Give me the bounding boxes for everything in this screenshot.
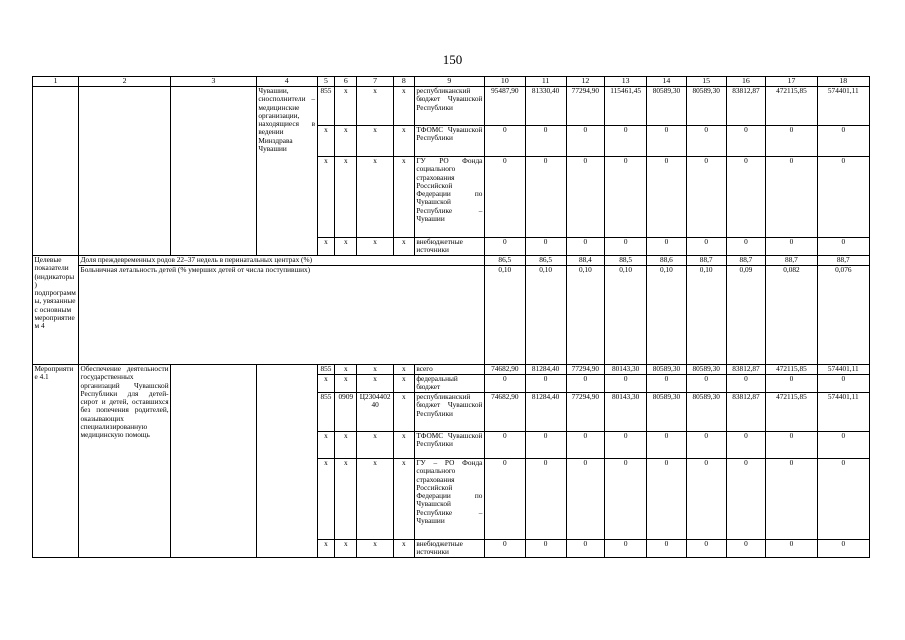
value-cell: 472115,85	[766, 365, 817, 375]
value-cell: 74682,90	[484, 393, 525, 432]
value-cell: 0	[817, 459, 869, 540]
value-cell: 0	[686, 540, 726, 558]
value-cell: 0	[484, 157, 525, 238]
value-cell: 0	[566, 126, 605, 157]
code-cell-c7: x	[357, 157, 394, 238]
code-cell-c8: x	[393, 432, 414, 459]
value-cell: 0	[647, 375, 687, 393]
code-cell-c6: x	[335, 365, 357, 375]
header-cell: 12	[566, 77, 605, 87]
value-cell: 0	[726, 157, 766, 238]
funding-source: ГУ РО Фонда социального страхования Российской Федерации по Чувашской Республике – Чувашии	[414, 157, 484, 238]
value-cell: 0	[647, 126, 687, 157]
value-cell: 81330,40	[525, 87, 566, 126]
indicator-value: 0,09	[726, 266, 766, 365]
code-cell-c8: x	[393, 238, 414, 256]
header-cell: 1	[33, 77, 79, 87]
code-cell-c5: 855	[317, 393, 335, 432]
indicator-value: 0,076	[817, 266, 869, 365]
value-cell: 0	[525, 238, 566, 256]
header-cell: 18	[817, 77, 869, 87]
value-cell: 0	[766, 238, 817, 256]
value-cell: 81284,40	[525, 393, 566, 432]
indicator-value: 0,082	[766, 266, 817, 365]
code-cell-c5: x	[317, 157, 335, 238]
value-cell: 80589,30	[647, 87, 687, 126]
value-cell: 0	[525, 375, 566, 393]
value-cell: 81284,40	[525, 365, 566, 375]
indicator-value: 86,5	[525, 256, 566, 266]
indicator-value: 88,7	[817, 256, 869, 266]
code-cell-c7: x	[357, 126, 394, 157]
header-cell: 5	[317, 77, 335, 87]
header-cell: 13	[605, 77, 647, 87]
value-cell: 0	[726, 432, 766, 459]
header-cell: 7	[357, 77, 394, 87]
value-cell: 0	[525, 126, 566, 157]
indicator-value: 88,7	[726, 256, 766, 266]
value-cell: 0	[484, 126, 525, 157]
code-cell-c8: x	[393, 157, 414, 238]
empty-cell	[171, 365, 257, 558]
header-cell: 15	[686, 77, 726, 87]
value-cell: 83812,87	[726, 393, 766, 432]
code-cell-c6: 0909	[335, 393, 357, 432]
header-cell: 10	[484, 77, 525, 87]
code-cell-c5: 855	[317, 87, 335, 126]
code-cell-c7: x	[357, 540, 394, 558]
funding-row	[33, 365, 870, 375]
empty-cell	[79, 87, 171, 256]
indicator-value: 88,5	[605, 256, 647, 266]
value-cell: 80589,30	[647, 365, 687, 375]
code-cell-c7: x	[357, 432, 394, 459]
value-cell: 77294,90	[566, 365, 605, 375]
value-cell: 0	[726, 375, 766, 393]
value-cell: 0	[484, 432, 525, 459]
value-cell: 0	[484, 238, 525, 256]
empty-cell	[256, 365, 317, 558]
indicator-value: 0,10	[605, 266, 647, 365]
indicator-text: Доля преждевременных родов 22–37 недель в перинатальных центрах (%)	[79, 256, 485, 266]
value-cell: 0	[686, 375, 726, 393]
code-cell-c7: Ц230440240	[357, 393, 394, 432]
value-cell: 0	[647, 459, 687, 540]
code-cell-c6: x	[335, 432, 357, 459]
indicator-text: Больничная летальность детей (% умерших детей от числа поступивших)	[79, 266, 485, 365]
value-cell: 0	[766, 375, 817, 393]
indicator-value: 88,7	[766, 256, 817, 266]
header-cell: 4	[256, 77, 317, 87]
code-cell-c8: x	[393, 375, 414, 393]
funding-source: ГУ – РО Фонда социального страхования Российской Федерации по Чувашской Республике – Чувашии	[414, 459, 484, 540]
value-cell: 0	[817, 126, 869, 157]
header-cell: 16	[726, 77, 766, 87]
value-cell: 0	[686, 157, 726, 238]
value-cell: 0	[686, 459, 726, 540]
executor-cell: Чувашии, сносполнители – медицинские организации, находящиеся в ведении Минздрава Чувашии	[256, 87, 317, 256]
code-cell-c7: x	[357, 459, 394, 540]
funding-source: внебюджетные источники	[414, 540, 484, 558]
funding-source: всего	[414, 365, 484, 375]
value-cell: 574401,11	[817, 393, 869, 432]
code-cell-c5: x	[317, 126, 335, 157]
header-cell: 17	[766, 77, 817, 87]
value-cell: 0	[566, 238, 605, 256]
code-cell-c8: x	[393, 459, 414, 540]
code-cell-c5: x	[317, 432, 335, 459]
funding-source: республиканский бюджет Чувашской Республики	[414, 393, 484, 432]
value-cell: 0	[566, 157, 605, 238]
value-cell: 0	[605, 540, 647, 558]
value-cell: 83812,87	[726, 87, 766, 126]
target-row	[33, 266, 870, 365]
value-cell: 0	[605, 459, 647, 540]
value-cell: 0	[605, 157, 647, 238]
value-cell: 0	[647, 432, 687, 459]
value-cell: 0	[817, 157, 869, 238]
code-cell-c6: x	[335, 540, 357, 558]
funding-source: внебюджетные источники	[414, 238, 484, 256]
code-cell-c6: x	[335, 126, 357, 157]
funding-source: республиканский бюджет Чувашской Республики	[414, 87, 484, 126]
value-cell: 0	[525, 459, 566, 540]
value-cell: 0	[766, 459, 817, 540]
indicator-value: 88,6	[647, 256, 687, 266]
value-cell: 0	[525, 540, 566, 558]
value-cell: 0	[766, 432, 817, 459]
value-cell: 95487,90	[484, 87, 525, 126]
value-cell: 0	[605, 432, 647, 459]
code-cell-c6: x	[335, 238, 357, 256]
value-cell: 0	[647, 238, 687, 256]
indicator-value: 0,10	[566, 266, 605, 365]
value-cell: 0	[484, 375, 525, 393]
value-cell: 80143,30	[605, 393, 647, 432]
value-cell: 0	[566, 459, 605, 540]
code-cell-c6: x	[335, 87, 357, 126]
indicator-value: 0,10	[647, 266, 687, 365]
code-cell-c7: x	[357, 375, 394, 393]
code-cell-c7: x	[357, 87, 394, 126]
code-cell-c8: x	[393, 126, 414, 157]
value-cell: 0	[817, 432, 869, 459]
indicator-value: 88,7	[686, 256, 726, 266]
value-cell: 80143,30	[605, 365, 647, 375]
code-cell-c8: x	[393, 365, 414, 375]
value-cell: 0	[484, 540, 525, 558]
header-row	[33, 77, 870, 87]
table-body	[33, 77, 870, 558]
indicator-value: 0,10	[484, 266, 525, 365]
value-cell: 0	[766, 126, 817, 157]
value-cell: 0	[566, 540, 605, 558]
empty-cell	[33, 87, 79, 256]
value-cell: 0	[647, 157, 687, 238]
funding-source: ТФОМС Чувашской Республики	[414, 126, 484, 157]
value-cell: 83812,87	[726, 365, 766, 375]
value-cell: 574401,11	[817, 365, 869, 375]
value-cell: 0	[726, 126, 766, 157]
value-cell: 0	[726, 459, 766, 540]
value-cell: 0	[605, 375, 647, 393]
value-cell: 0	[566, 432, 605, 459]
value-cell: 80589,30	[686, 87, 726, 126]
targets-label: Целевые показатели (индикаторы) подпрограммы, увязанные с основным мероприятием 4	[33, 256, 79, 365]
value-cell: 0	[726, 238, 766, 256]
value-cell: 80589,30	[647, 393, 687, 432]
measure-title: Обеспечение деятельности государственных организаций Чувашской Республики для детей-сирот и детей, оставшихся без попечения родителей, оказывающих специализированную медицинскую помощь	[79, 365, 171, 558]
code-cell-c5: x	[317, 375, 335, 393]
value-cell: 472115,85	[766, 87, 817, 126]
code-cell-c6: x	[335, 459, 357, 540]
value-cell: 0	[686, 126, 726, 157]
indicator-value: 86,5	[484, 256, 525, 266]
code-cell-c7: x	[357, 365, 394, 375]
target-row	[33, 256, 870, 266]
code-cell-c8: x	[393, 540, 414, 558]
value-cell: 0	[525, 157, 566, 238]
indicator-value: 88,4	[566, 256, 605, 266]
code-cell-c5: x	[317, 540, 335, 558]
value-cell: 80589,30	[686, 365, 726, 375]
value-cell: 77294,90	[566, 87, 605, 126]
code-cell-c5: x	[317, 459, 335, 540]
value-cell: 472115,85	[766, 393, 817, 432]
value-cell: 0	[726, 540, 766, 558]
value-cell: 0	[686, 432, 726, 459]
code-cell-c8: x	[393, 393, 414, 432]
value-cell: 0	[817, 375, 869, 393]
funding-source: ТФОМС Чувашской Республики	[414, 432, 484, 459]
header-cell: 3	[171, 77, 257, 87]
funding-row	[33, 87, 870, 126]
value-cell: 80589,30	[686, 393, 726, 432]
code-cell-c5: 855	[317, 365, 335, 375]
header-cell: 11	[525, 77, 566, 87]
value-cell: 0	[605, 126, 647, 157]
header-cell: 14	[647, 77, 687, 87]
code-cell-c5: x	[317, 238, 335, 256]
page-number: 150	[442, 52, 463, 67]
value-cell: 0	[686, 238, 726, 256]
value-cell: 0	[605, 238, 647, 256]
value-cell: 0	[817, 540, 869, 558]
code-cell-c6: x	[335, 375, 357, 393]
funding-source: федеральный бюджет	[414, 375, 484, 393]
value-cell: 0	[525, 432, 566, 459]
value-cell: 0	[817, 238, 869, 256]
value-cell: 115461,45	[605, 87, 647, 126]
value-cell: 0	[766, 157, 817, 238]
value-cell: 0	[566, 375, 605, 393]
code-cell-c6: x	[335, 157, 357, 238]
value-cell: 74682,90	[484, 365, 525, 375]
value-cell: 0	[647, 540, 687, 558]
indicator-value: 0,10	[525, 266, 566, 365]
header-cell: 8	[393, 77, 414, 87]
value-cell: 0	[484, 459, 525, 540]
measure-label: Мероприятие 4.1	[33, 365, 79, 558]
header-cell: 2	[79, 77, 171, 87]
header-cell: 9	[414, 77, 484, 87]
header-cell: 6	[335, 77, 357, 87]
value-cell: 0	[766, 540, 817, 558]
value-cell: 574401,11	[817, 87, 869, 126]
value-cell: 77294,90	[566, 393, 605, 432]
program-table	[32, 76, 870, 558]
code-cell-c8: x	[393, 87, 414, 126]
code-cell-c7: x	[357, 238, 394, 256]
indicator-value: 0,10	[686, 266, 726, 365]
empty-cell	[171, 87, 257, 256]
